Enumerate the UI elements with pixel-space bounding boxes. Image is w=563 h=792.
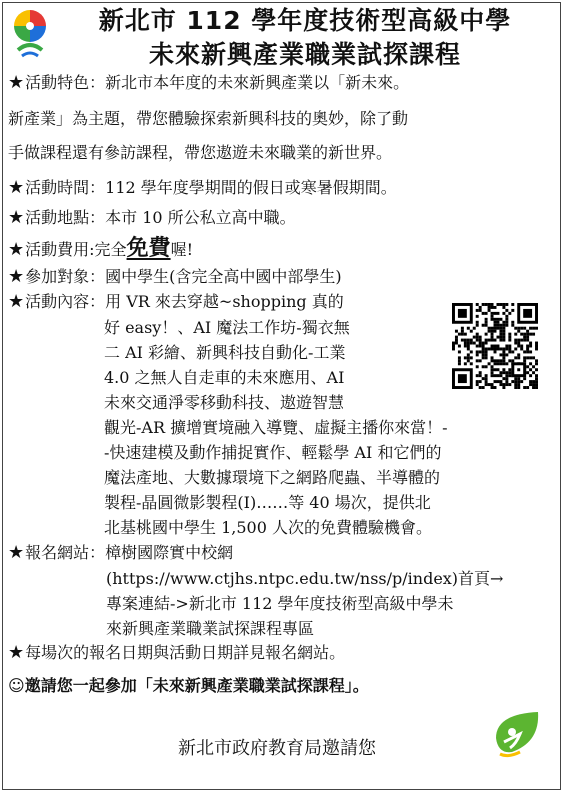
signature: 新北市政府教育局邀請您 <box>178 738 376 759</box>
signup-line-1: ★報名網站：樟樹國際實中校網 <box>8 542 234 563</box>
signup-line-3: 專案連結->新北市 112 學年度技術型高級中學未 <box>106 594 454 613</box>
content-line-5: 未來交通淨零移動科技、遨遊智慧 <box>104 393 345 412</box>
activity-fee: ★活動費用:完全免費喔! <box>8 235 193 261</box>
content-line-7: -快速建模及動作捕捉實作、輕鬆學 AI 和它們的 <box>104 443 442 462</box>
content-line-1: ★活動內容：用 VR 來去穿越~shopping 真的 <box>8 291 344 312</box>
content-line-8: 魔法產地、大數據環境下之網路爬蟲、半導體的 <box>104 468 441 487</box>
activity-time: ★活動時間：112 學年度學期間的假日或寒暑假期間。 <box>8 177 397 198</box>
page-title <box>60 4 550 72</box>
features-line-1: ★活動特色：新北市本年度的未來新興產業以「新未來。 <box>8 72 410 93</box>
star-icon: ★ <box>8 291 25 312</box>
dates-note: ★每場次的報名日期與活動日期詳見報名網站。 <box>8 642 346 663</box>
star-icon: ★ <box>8 239 25 260</box>
smiley-icon: ☺ <box>8 676 25 695</box>
content-line-9: 製程-晶圓微影製程(Ⅰ)……等 40 場次，提供北 <box>104 493 431 512</box>
content-line-10: 北基桃國中學生 1,500 人次的免費體驗機會。 <box>104 518 432 537</box>
green-leaf-person-logo-icon <box>490 708 544 760</box>
star-icon: ★ <box>8 542 25 563</box>
signup-url-link[interactable]: (https://www.ctjhs.ntpc.edu.tw/nss/p/index)首頁→ <box>106 569 504 588</box>
invitation-line: ☺邀請您一起參加「未來新興產業職業試探課程」。 <box>8 676 369 695</box>
pinwheel-logo-icon <box>10 6 50 58</box>
title-line-1: 新北市 112 學年度技術型高級中學 <box>98 6 512 35</box>
star-icon: ★ <box>8 266 25 287</box>
qr-code-icon[interactable] <box>452 303 538 389</box>
star-icon: ★ <box>8 642 25 663</box>
activity-audience: ★參加對象：國中學生(含完全高中國中部學生) <box>8 266 342 287</box>
free-emphasis: 免費 <box>126 235 171 261</box>
star-icon: ★ <box>8 72 25 93</box>
content-line-6: 觀光-AR 擴增實境融入導覽、虛擬主播你來當！- <box>104 418 448 437</box>
star-icon: ★ <box>8 207 25 228</box>
features-line-3: 手做課程還有參訪課程，帶您遨遊未來職業的新世界。 <box>8 143 393 162</box>
content-line-3: 二 AI 彩繪、新興科技自動化-工業 <box>104 343 346 362</box>
content-line-4: 4.0 之無人自走車的未來應用、AI <box>104 368 345 387</box>
content-line-2: 好 easy！、AI 魔法工作坊-獨衣無 <box>104 318 350 337</box>
activity-place: ★活動地點：本市 10 所公私立高中職。 <box>8 207 296 228</box>
signup-line-4: 來新興產業職業試探課程專區 <box>106 619 315 638</box>
features-line-2: 新產業」為主題，帶您體驗探索新興科技的奧妙，除了動 <box>8 109 409 128</box>
star-icon: ★ <box>8 177 25 198</box>
title-line-2: 未來新興產業職業試探課程 <box>148 40 461 69</box>
